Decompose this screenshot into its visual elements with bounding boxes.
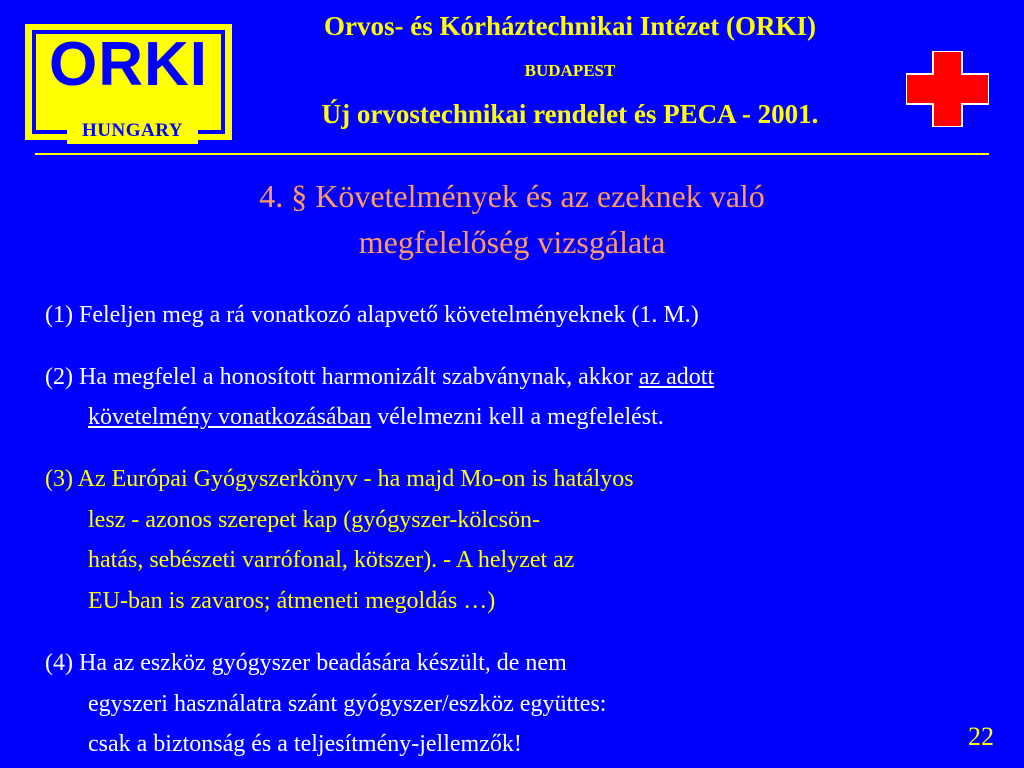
point-4-line-1: (4) Ha az eszköz gyógyszer beadására készült, de nem — [45, 650, 567, 676]
point-2-underlined-continuation: követelmény vonatkozásában — [88, 404, 372, 430]
slide-title-line-1: 4. § Követelmények és az ezeknek való — [259, 178, 765, 214]
institute-name: Orvos- és Kórháztechnikai Intézet (ORKI) — [324, 11, 816, 41]
point-4-line-2: egyszeri használatra szánt gyógyszer/eszköz együttes: — [88, 691, 607, 717]
orki-logo — [25, 24, 232, 140]
logo-subtitle: HUNGARY — [67, 120, 198, 144]
point-3-line-1: (3) Az Európai Gyógyszerkönyv - ha majd Mo-on is hatályos — [45, 466, 634, 492]
point-1: (1) Feleljen meg a rá vonatkozó alapvető követelményeknek (1. M.) — [45, 302, 699, 328]
point-3-line-4: EU-ban is zavaros; átmeneti megoldás …) — [88, 588, 496, 614]
point-2-continuation: vélelmezni kell a megfelelést. — [371, 404, 664, 430]
slide-title-line-2: megfelelőség vizsgálata — [358, 224, 666, 260]
red-cross-icon — [906, 51, 989, 127]
point-2-text: (2) Ha megfelel a honosított harmonizált szabványnak, akkor — [45, 364, 639, 390]
header-divider — [35, 153, 989, 155]
point-2-line-1 — [45, 362, 714, 392]
point-3-line-2: lesz - azonos szerepet kap (gyógyszer-kölcsön- — [88, 507, 541, 533]
page-number: 22 — [968, 722, 994, 751]
logo-text: ORKI — [49, 30, 208, 99]
institute-city: BUDAPEST — [524, 61, 616, 80]
point-2-line-2 — [88, 402, 664, 432]
presentation-title: Új orvostechnikai rendelet és PECA - 2001. — [321, 99, 819, 129]
point-2-underlined-text: az adott — [638, 364, 715, 390]
point-3-line-3: hatás, sebészeti varrófonal, kötszer). - A helyzet az — [88, 547, 575, 573]
point-4-line-3: csak a biztonság és a teljesítmény-jellemzők! — [88, 731, 522, 757]
